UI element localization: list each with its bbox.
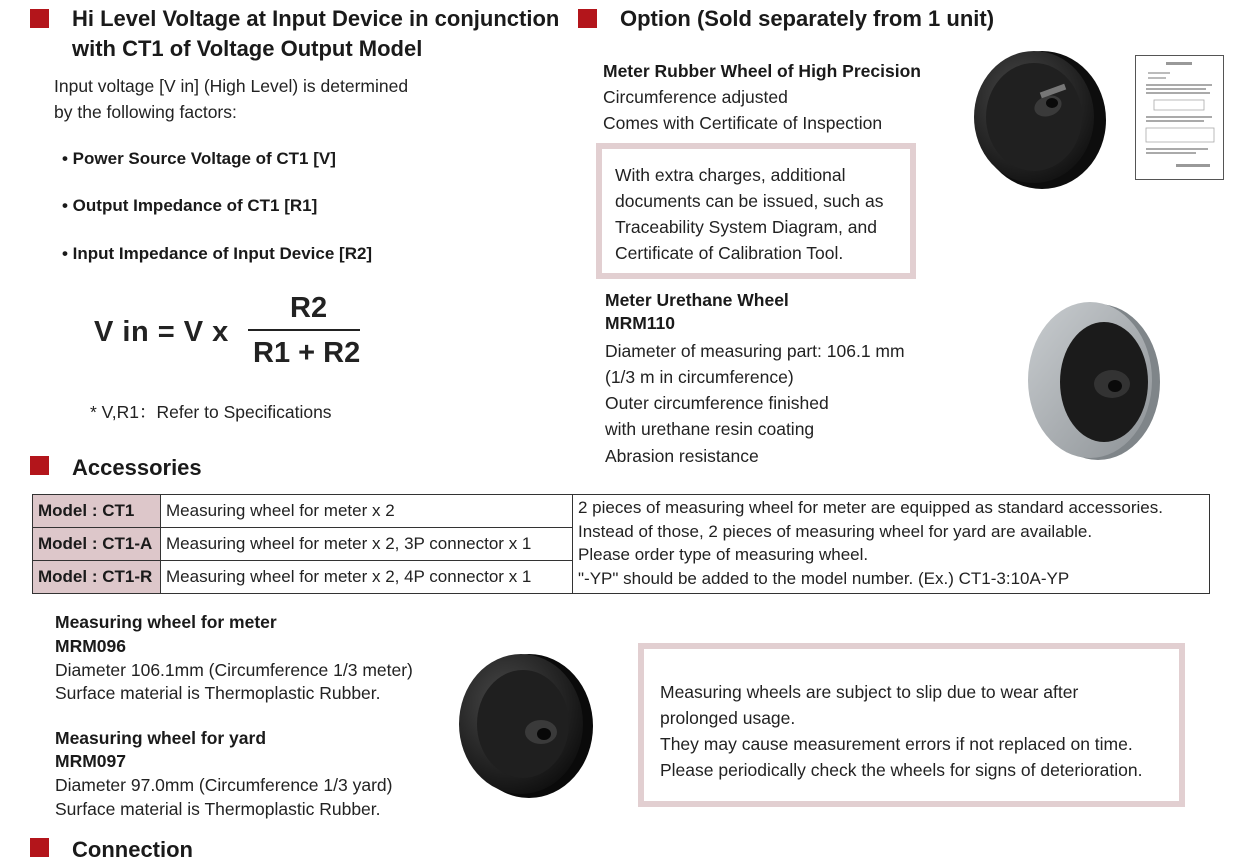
measuring-wheel-image — [455, 650, 597, 800]
remark-line: Instead of those, 2 pieces of measuring wheel for yard are available. — [578, 521, 1093, 541]
yard-wheel-name: Measuring wheel for yard — [55, 728, 267, 748]
remark-line: Please order type of measuring wheel. — [578, 545, 869, 564]
warning-line: They may cause measurement errors if not replaced on time. — [660, 734, 1133, 754]
desc-cell: Measuring wheel for meter x 2, 4P connector x 1 — [161, 561, 573, 594]
meter-wheel-line1: Diameter 106.1mm (Circumference 1/3 meter) — [55, 660, 413, 680]
extra-note-line: Traceability System Diagram, and — [615, 217, 877, 237]
hi-level-intro-line1: Input voltage [V in] (High Level) is determined — [54, 76, 409, 96]
extra-note-line: Certificate of Calibration Tool. — [615, 243, 844, 263]
rubber-wheel-line1: Circumference adjusted — [603, 87, 788, 107]
option-title: Option (Sold separately from 1 unit) — [620, 6, 995, 31]
remarks-cell — [573, 495, 1210, 594]
extra-note-line: documents can be issued, such as — [615, 191, 884, 211]
warning-line: Measuring wheels are subject to slip due to wear after — [660, 682, 1079, 702]
bullet-power-source: • Power Source Voltage of CT1 [V] — [62, 149, 336, 168]
remark-line: "-YP" should be added to the model number. (Ex.) CT1-3:10A-YP — [578, 568, 1070, 588]
model-cell: Model : CT1-R — [33, 561, 161, 594]
hi-level-title-line1: Hi Level Voltage at Input Device in conjunction — [72, 6, 560, 31]
meter-wheel-model: MRM096 — [55, 636, 126, 656]
hi-level-footnote: * V,R1：Refer to Specifications — [90, 402, 332, 422]
rubber-wheel-image — [970, 48, 1110, 190]
model-cell: Model : CT1 — [33, 495, 161, 528]
rubber-wheel-line2: Comes with Certificate of Inspection — [603, 113, 883, 133]
accessories-title: Accessories — [72, 455, 202, 480]
urethane-line: Abrasion resistance — [605, 446, 759, 466]
formula-numerator: R2 — [290, 292, 328, 324]
desc-cell: Measuring wheel for meter x 2, 3P connector x 1 — [161, 528, 573, 561]
formula-denominator: R1 + R2 — [253, 337, 361, 369]
model-cell: Model : CT1-A — [33, 528, 161, 561]
bullet-input-impedance: • Input Impedance of Input Device [R2] — [62, 244, 373, 263]
extra-note-line: With extra charges, additional — [615, 165, 846, 185]
urethane-line: Outer circumference finished — [605, 393, 829, 413]
section-marker-icon — [30, 456, 49, 475]
certificate-image — [1135, 55, 1224, 180]
warning-line: prolonged usage. — [660, 708, 796, 728]
yard-wheel-line2: Surface material is Thermoplastic Rubber. — [55, 799, 381, 819]
remark-line: 2 pieces of measuring wheel for meter are equipped as standard accessories. — [578, 498, 1163, 517]
meter-wheel-line2: Surface material is Thermoplastic Rubber. — [55, 683, 381, 703]
section-marker-icon — [30, 9, 49, 28]
desc-cell: Measuring wheel for meter x 2 — [161, 495, 573, 528]
formula-fraction-bar — [248, 329, 360, 331]
table-row — [33, 495, 1210, 528]
hi-level-intro-line2: by the following factors: — [54, 102, 237, 122]
urethane-wheel-image — [1022, 300, 1164, 465]
connection-title: Connection — [72, 837, 193, 862]
urethane-line: Diameter of measuring part: 106.1 mm — [605, 341, 905, 361]
section-marker-icon — [30, 838, 49, 857]
rubber-wheel-name: Meter Rubber Wheel of High Precision — [603, 61, 921, 81]
urethane-wheel-name: Meter Urethane Wheel — [605, 290, 789, 310]
wheel-wear-warning — [638, 643, 1185, 807]
urethane-wheel-model: MRM110 — [605, 313, 676, 333]
yard-wheel-model: MRM097 — [55, 751, 126, 771]
hi-level-title-line2: with CT1 of Voltage Output Model — [72, 36, 423, 61]
accessories-table — [32, 494, 1210, 594]
bullet-output-impedance: • Output Impedance of CT1 [R1] — [62, 196, 318, 215]
yard-wheel-line1: Diameter 97.0mm (Circumference 1/3 yard) — [55, 775, 393, 795]
urethane-line: with urethane resin coating — [605, 419, 815, 439]
meter-wheel-name: Measuring wheel for meter — [55, 612, 277, 632]
formula-left: V in = V x — [94, 316, 229, 348]
urethane-line: (1/3 m in circumference) — [605, 367, 794, 387]
warning-line: Please periodically check the wheels for signs of deterioration. — [660, 760, 1143, 780]
extra-documents-note — [596, 143, 916, 279]
section-marker-icon — [578, 9, 597, 28]
